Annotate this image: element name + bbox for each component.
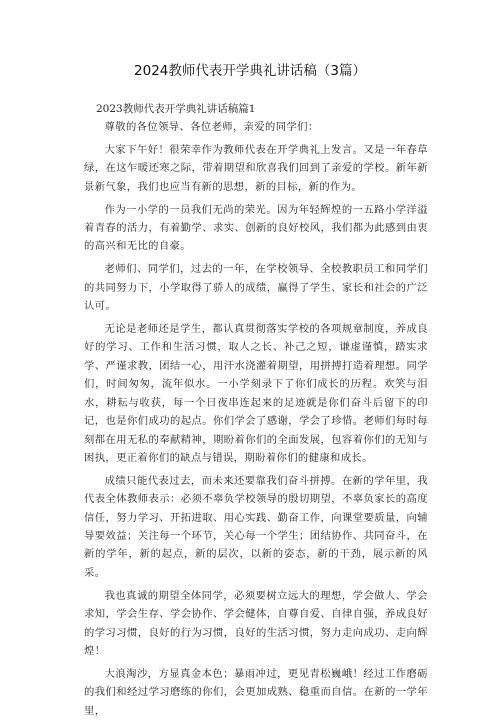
document-body bbox=[84, 118, 428, 725]
body-paragraph: 作为一小学的一员我们无尚的荣光。因为年轻辉煌的一五路小学洋溢着青春的活力，有着勤学、求实、创新的良好校风，我们都为此感到由衷的高兴和无比的自豪。 bbox=[84, 203, 428, 253]
body-paragraph: 老师们、同学们，过去的一年，在学校领导、全校教职员工和同学们的共同努力下，小学取得了骄人的成绩，赢得了学生、家长和社会的广泛认可。 bbox=[84, 263, 428, 313]
document-title: 2024教师代表开学典礼讲话稿（3篇） bbox=[134, 63, 366, 79]
body-paragraph: 成绩只能代表过去，而未来还要靠我们奋斗拼搏。在新的学年里，我代表全体教师表示：必须不辜负学校领导的殷切期望，不辜负家长的高度信任，努力学习、开拓进取、用心实践、勤奋工作，向课堂要质量，向辅导要效益；关注每一个环节，关心每一个学生；团结协作、共同奋斗，在新的学年，新的起点，新的层次，以新的姿态，新的干劲，展示新的风采。 bbox=[84, 474, 428, 579]
body-paragraph: 大浪淘沙，方显真金本色；暴雨冲过，更见青松巍峨！经过工作磨砺的我们和经过学习磨练的你们，会更加成熟、稳重而自信。在新的一学年里， bbox=[84, 667, 428, 717]
section-heading: 2023教师代表开学典礼讲话稿篇1 bbox=[96, 103, 256, 115]
salutation-paragraph: 尊敬的各位领导、各位老师，亲爱的同学们： bbox=[104, 121, 319, 133]
body-paragraph: 我也真诚的期望全体同学，必须要树立远大的理想，学会做人、学会求知，学会生存、学会协作、学会健体，自尊自爱、自律自强，养成良好的学习习惯，良好的行为习惯，良好的生活习惯，努力走向成功、走向辉煌！ bbox=[84, 589, 428, 657]
body-paragraph: 大家下午好！很荣幸作为教师代表在开学典礼上发言。又是一年春草绿，在这乍暖还寒之际，带着期望和欣喜我们回到了亲爱的学校。新年新景新气象，我们也应当有新的思想，新的目标，新的作为。 bbox=[84, 143, 428, 193]
body-paragraph: 无论是老师还是学生，都认真贯彻落实学校的各项规章制度，养成良好的学习、工作和生活习惯，取人之长、补己之短，谦虚谨慎，踏实求学、严谨求教，团结一心，用汗水浇灌着期望，用拼搏打造着理想。同学们，时间匆匆，流年似水。一小学刻录下了你们成长的历程。欢笑与泪水，耕耘与收获，每一个日夜串连起来的足迹就是你们奋斗后留下的印记，也是你们成功的起点。你们学会了感谢，学会了珍惜。老师们每时每刻都在用无私的奉献精神，期盼着你们的全面发展，包容着你们的无知与困执，更正着你们的缺点与错误，期盼着你们的健康和成长。 bbox=[84, 323, 428, 464]
